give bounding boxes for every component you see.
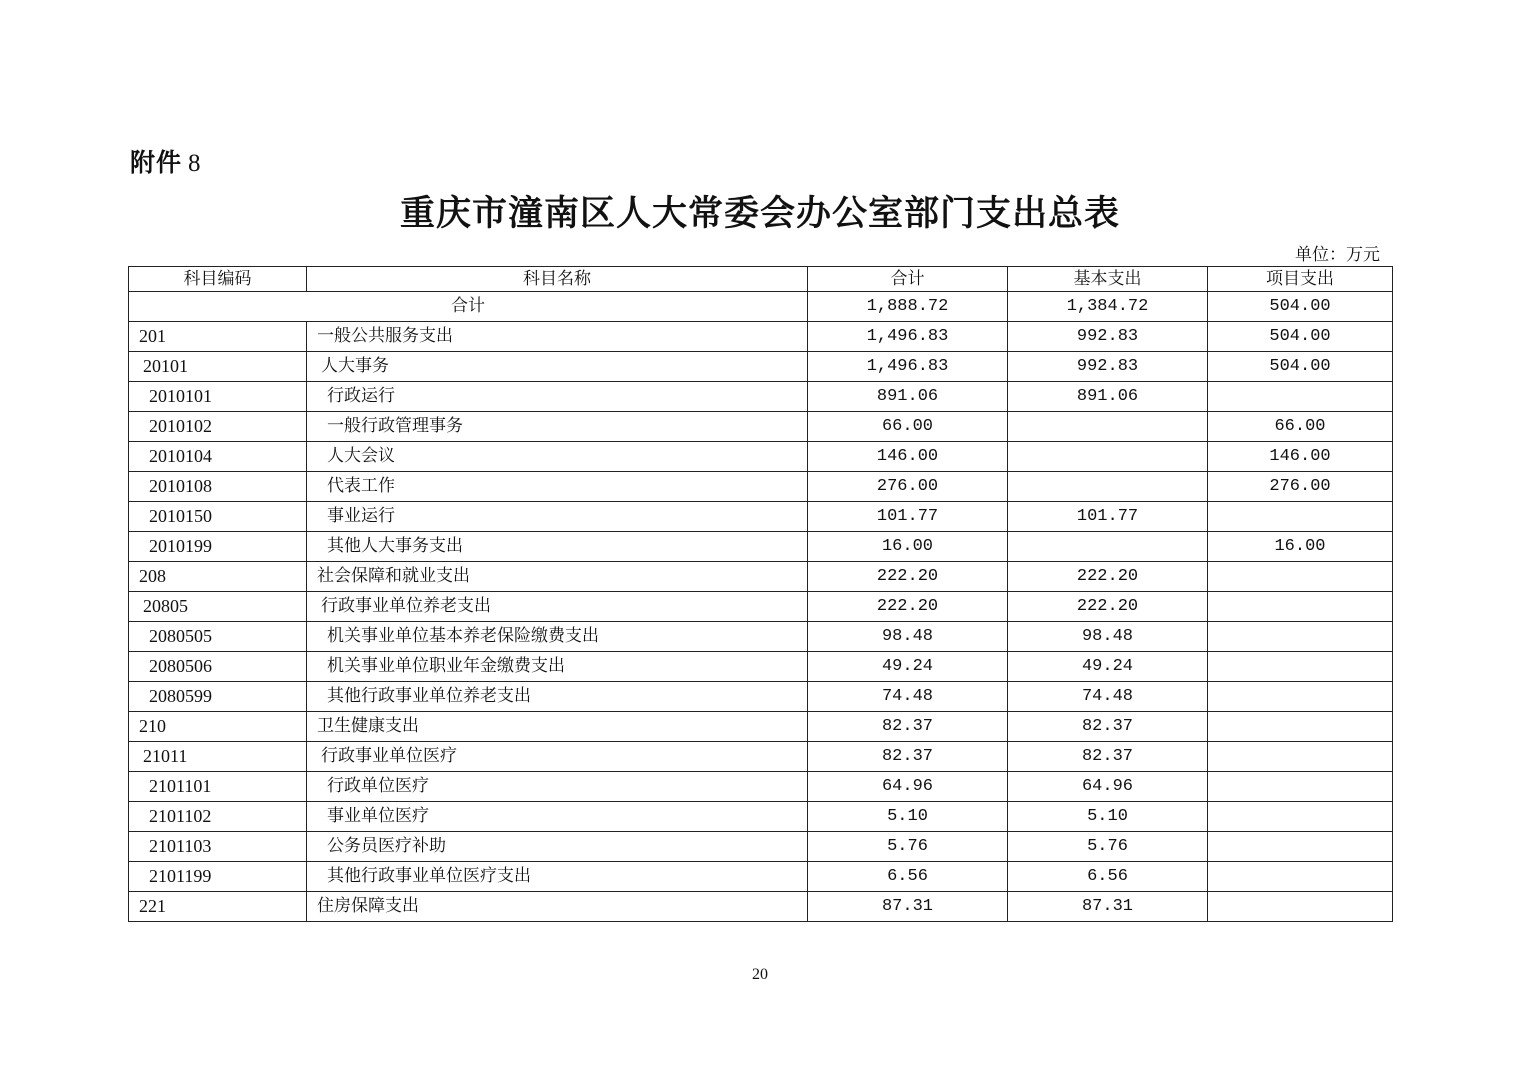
table-row (129, 382, 1393, 412)
row-project (1208, 772, 1393, 802)
table-row (129, 472, 1393, 502)
row-code: 2101199 (129, 862, 307, 892)
table-row (129, 502, 1393, 532)
row-name: 公务员医疗补助 (307, 832, 808, 862)
table-row (129, 742, 1393, 772)
table-row (129, 772, 1393, 802)
row-basic: 98.48 (1008, 622, 1208, 652)
row-project: 276.00 (1208, 472, 1393, 502)
row-basic (1008, 532, 1208, 562)
row-total: 66.00 (808, 412, 1008, 442)
table-row (129, 622, 1393, 652)
row-total: 276.00 (808, 472, 1008, 502)
expenditure-table (128, 266, 1393, 922)
row-total: 64.96 (808, 772, 1008, 802)
row-code: 201 (129, 322, 307, 352)
header-code: 科目编码 (129, 267, 307, 292)
row-basic: 222.20 (1008, 562, 1208, 592)
row-project (1208, 892, 1393, 922)
unit-label: 单位：万元 (1295, 245, 1380, 265)
row-basic: 5.76 (1008, 832, 1208, 862)
table-row (129, 562, 1393, 592)
row-basic (1008, 442, 1208, 472)
row-total: 101.77 (808, 502, 1008, 532)
row-total: 82.37 (808, 742, 1008, 772)
row-name: 机关事业单位基本养老保险缴费支出 (307, 622, 808, 652)
row-code: 221 (129, 892, 307, 922)
row-project (1208, 862, 1393, 892)
row-code: 2080505 (129, 622, 307, 652)
row-project: 504.00 (1208, 322, 1393, 352)
row-total: 5.10 (808, 802, 1008, 832)
row-basic: 82.37 (1008, 712, 1208, 742)
row-project: 504.00 (1208, 352, 1393, 382)
row-basic: 992.83 (1008, 322, 1208, 352)
table-row (129, 862, 1393, 892)
row-name: 事业单位医疗 (307, 802, 808, 832)
row-name: 行政事业单位医疗 (307, 742, 808, 772)
table-row (129, 802, 1393, 832)
row-total: 891.06 (808, 382, 1008, 412)
row-code: 2101101 (129, 772, 307, 802)
total-row-basic: 1,384.72 (1008, 292, 1208, 322)
table-row (129, 712, 1393, 742)
page-number: 20 (752, 966, 768, 983)
row-total: 74.48 (808, 682, 1008, 712)
row-total: 6.56 (808, 862, 1008, 892)
row-total: 222.20 (808, 562, 1008, 592)
attachment-label (130, 143, 202, 179)
row-project (1208, 682, 1393, 712)
row-code: 20805 (129, 592, 307, 622)
row-basic: 5.10 (1008, 802, 1208, 832)
row-code: 20101 (129, 352, 307, 382)
table-row (129, 682, 1393, 712)
row-total: 49.24 (808, 652, 1008, 682)
row-basic: 64.96 (1008, 772, 1208, 802)
row-code: 2010150 (129, 502, 307, 532)
row-project (1208, 742, 1393, 772)
row-code: 208 (129, 562, 307, 592)
row-basic: 87.31 (1008, 892, 1208, 922)
row-project (1208, 652, 1393, 682)
row-basic: 74.48 (1008, 682, 1208, 712)
row-basic (1008, 412, 1208, 442)
row-code: 2101103 (129, 832, 307, 862)
row-name: 机关事业单位职业年金缴费支出 (307, 652, 808, 682)
total-row-label: 合计 (129, 292, 808, 322)
row-code: 21011 (129, 742, 307, 772)
row-code: 2010104 (129, 442, 307, 472)
row-total: 87.31 (808, 892, 1008, 922)
row-name: 一般行政管理事务 (307, 412, 808, 442)
row-code: 2010101 (129, 382, 307, 412)
row-name: 人大事务 (307, 352, 808, 382)
row-total: 1,496.83 (808, 352, 1008, 382)
row-project: 66.00 (1208, 412, 1393, 442)
header-basic: 基本支出 (1008, 267, 1208, 292)
total-row-project: 504.00 (1208, 292, 1393, 322)
row-code: 2101102 (129, 802, 307, 832)
row-basic: 101.77 (1008, 502, 1208, 532)
row-total: 222.20 (808, 592, 1008, 622)
row-total: 1,496.83 (808, 322, 1008, 352)
row-total: 5.76 (808, 832, 1008, 862)
table-row (129, 442, 1393, 472)
row-total: 146.00 (808, 442, 1008, 472)
row-project (1208, 502, 1393, 532)
row-name: 住房保障支出 (307, 892, 808, 922)
row-project (1208, 832, 1393, 862)
table-row (129, 322, 1393, 352)
row-name: 其他人大事务支出 (307, 532, 808, 562)
table-row (129, 532, 1393, 562)
row-name: 事业运行 (307, 502, 808, 532)
row-basic: 6.56 (1008, 862, 1208, 892)
row-basic (1008, 472, 1208, 502)
table-row (129, 412, 1393, 442)
table-row (129, 652, 1393, 682)
row-project (1208, 712, 1393, 742)
row-name: 行政事业单位养老支出 (307, 592, 808, 622)
row-name: 其他行政事业单位养老支出 (307, 682, 808, 712)
row-code: 2080599 (129, 682, 307, 712)
table-row (129, 592, 1393, 622)
row-name: 行政单位医疗 (307, 772, 808, 802)
table-row (129, 892, 1393, 922)
table-row (129, 832, 1393, 862)
table-header-row (129, 267, 1393, 292)
row-name: 人大会议 (307, 442, 808, 472)
table-row (129, 352, 1393, 382)
row-name: 社会保障和就业支出 (307, 562, 808, 592)
row-name: 卫生健康支出 (307, 712, 808, 742)
row-name: 行政运行 (307, 382, 808, 412)
row-code: 2010102 (129, 412, 307, 442)
total-row-total: 1,888.72 (808, 292, 1008, 322)
row-name: 代表工作 (307, 472, 808, 502)
header-project: 项目支出 (1208, 267, 1393, 292)
row-code: 2010199 (129, 532, 307, 562)
row-project (1208, 592, 1393, 622)
header-name: 科目名称 (307, 267, 808, 292)
row-total: 16.00 (808, 532, 1008, 562)
row-basic: 49.24 (1008, 652, 1208, 682)
row-project (1208, 622, 1393, 652)
row-basic: 891.06 (1008, 382, 1208, 412)
total-row (129, 292, 1393, 322)
row-project (1208, 382, 1393, 412)
row-project: 146.00 (1208, 442, 1393, 472)
row-name: 一般公共服务支出 (307, 322, 808, 352)
row-name: 其他行政事业单位医疗支出 (307, 862, 808, 892)
page-title: 重庆市潼南区人大常委会办公室部门支出总表 (399, 193, 1120, 234)
row-basic: 82.37 (1008, 742, 1208, 772)
row-code: 2010108 (129, 472, 307, 502)
attachment-number: 8 (188, 150, 202, 177)
row-project: 16.00 (1208, 532, 1393, 562)
row-project (1208, 562, 1393, 592)
row-total: 82.37 (808, 712, 1008, 742)
row-total: 98.48 (808, 622, 1008, 652)
row-basic: 222.20 (1008, 592, 1208, 622)
attachment-text: 附件 (130, 148, 183, 177)
row-basic: 992.83 (1008, 352, 1208, 382)
row-project (1208, 802, 1393, 832)
row-code: 210 (129, 712, 307, 742)
row-code: 2080506 (129, 652, 307, 682)
header-total: 合计 (808, 267, 1008, 292)
